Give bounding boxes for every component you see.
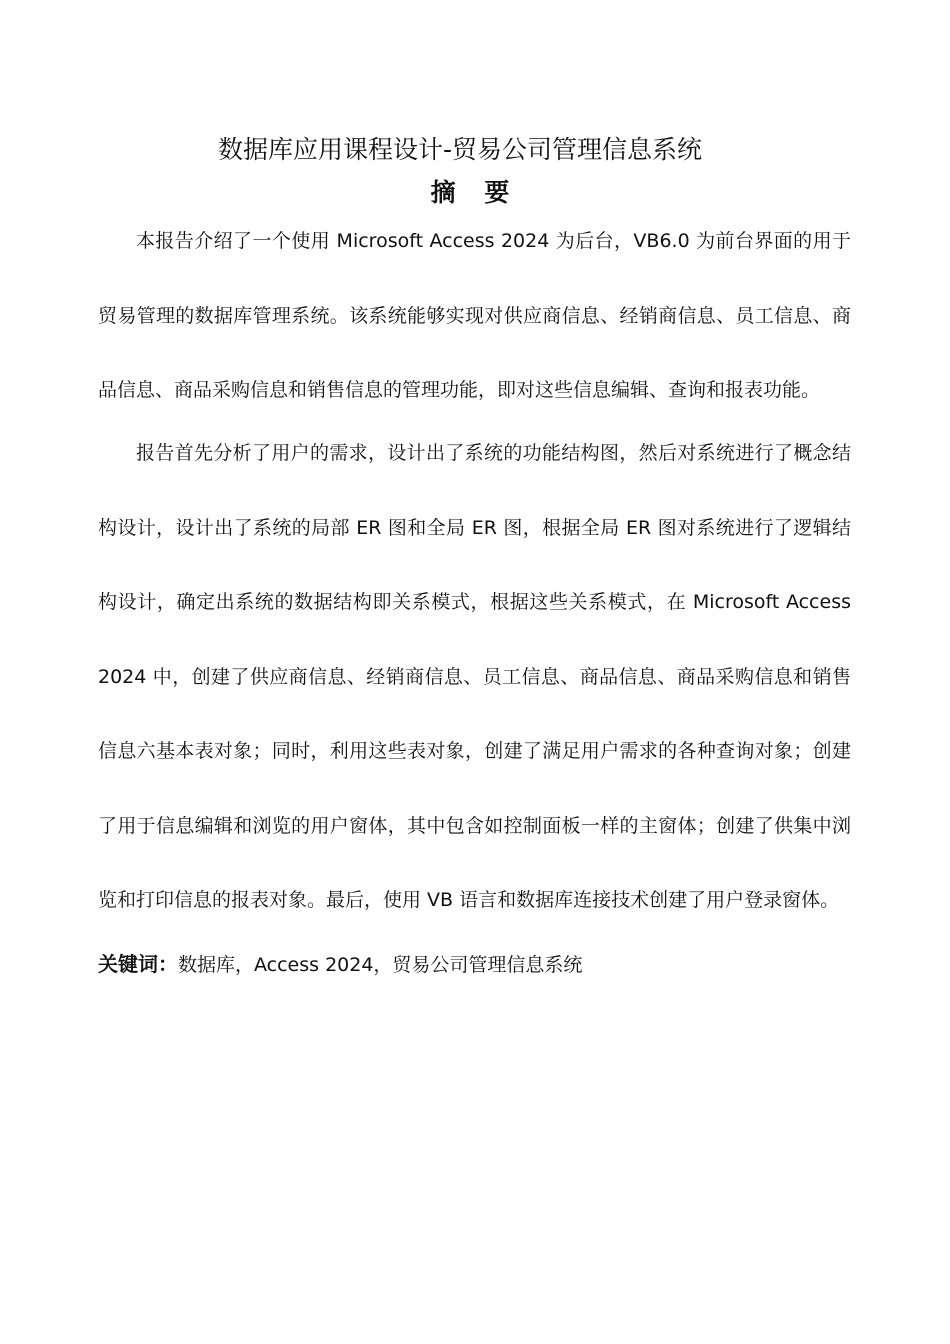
keywords-label: 关键词： (98, 952, 178, 976)
abstract-paragraph-1: 本报告介绍了一个使用 Microsoft Access 2024 为后台，VB6.0 为前台界面的用于贸易管理的数据库管理系统。该系统能够实现对供应商信息、经销商信息、员工信息、商品信息、商品采购信息和销售信息的管理功能，即对这些信息编辑、查询和报表功能。 (98, 230, 851, 401)
keywords-line (98, 946, 851, 983)
abstract-paragraph-2: 报告首先分析了用户的需求，设计出了系统的功能结构图，然后对系统进行了概念结构设计，设计出了系统的局部 ER 图和全局 ER 图，根据全局 ER 图对系统进行了逻辑结构设计，确定出系统的数据结构即关系模式，根据这些关系模式，在 Microsoft Access 2024 中，创建了供应商信息、经销商信息、员工信息、商品信息、商品采购信息和销售信息六基本表对象；同时，利用这些表对象，创建了满足用户需求的各种查询对象；创建了用于信息编辑和浏览的用户窗体，其中包含如控制面板一样的主窗体；创建了供集中浏览和打印信息的报表对象。最后，使用 VB 语言和数据库连接技术创建了用户登录窗体。 (98, 442, 851, 911)
document-title: 数据库应用课程设计-贸易公司管理信息系统 (217, 135, 703, 164)
abstract-heading: 摘 要 (430, 178, 520, 207)
keywords-value: 数据库，Access 2024，贸易公司管理信息系统 (178, 954, 583, 976)
